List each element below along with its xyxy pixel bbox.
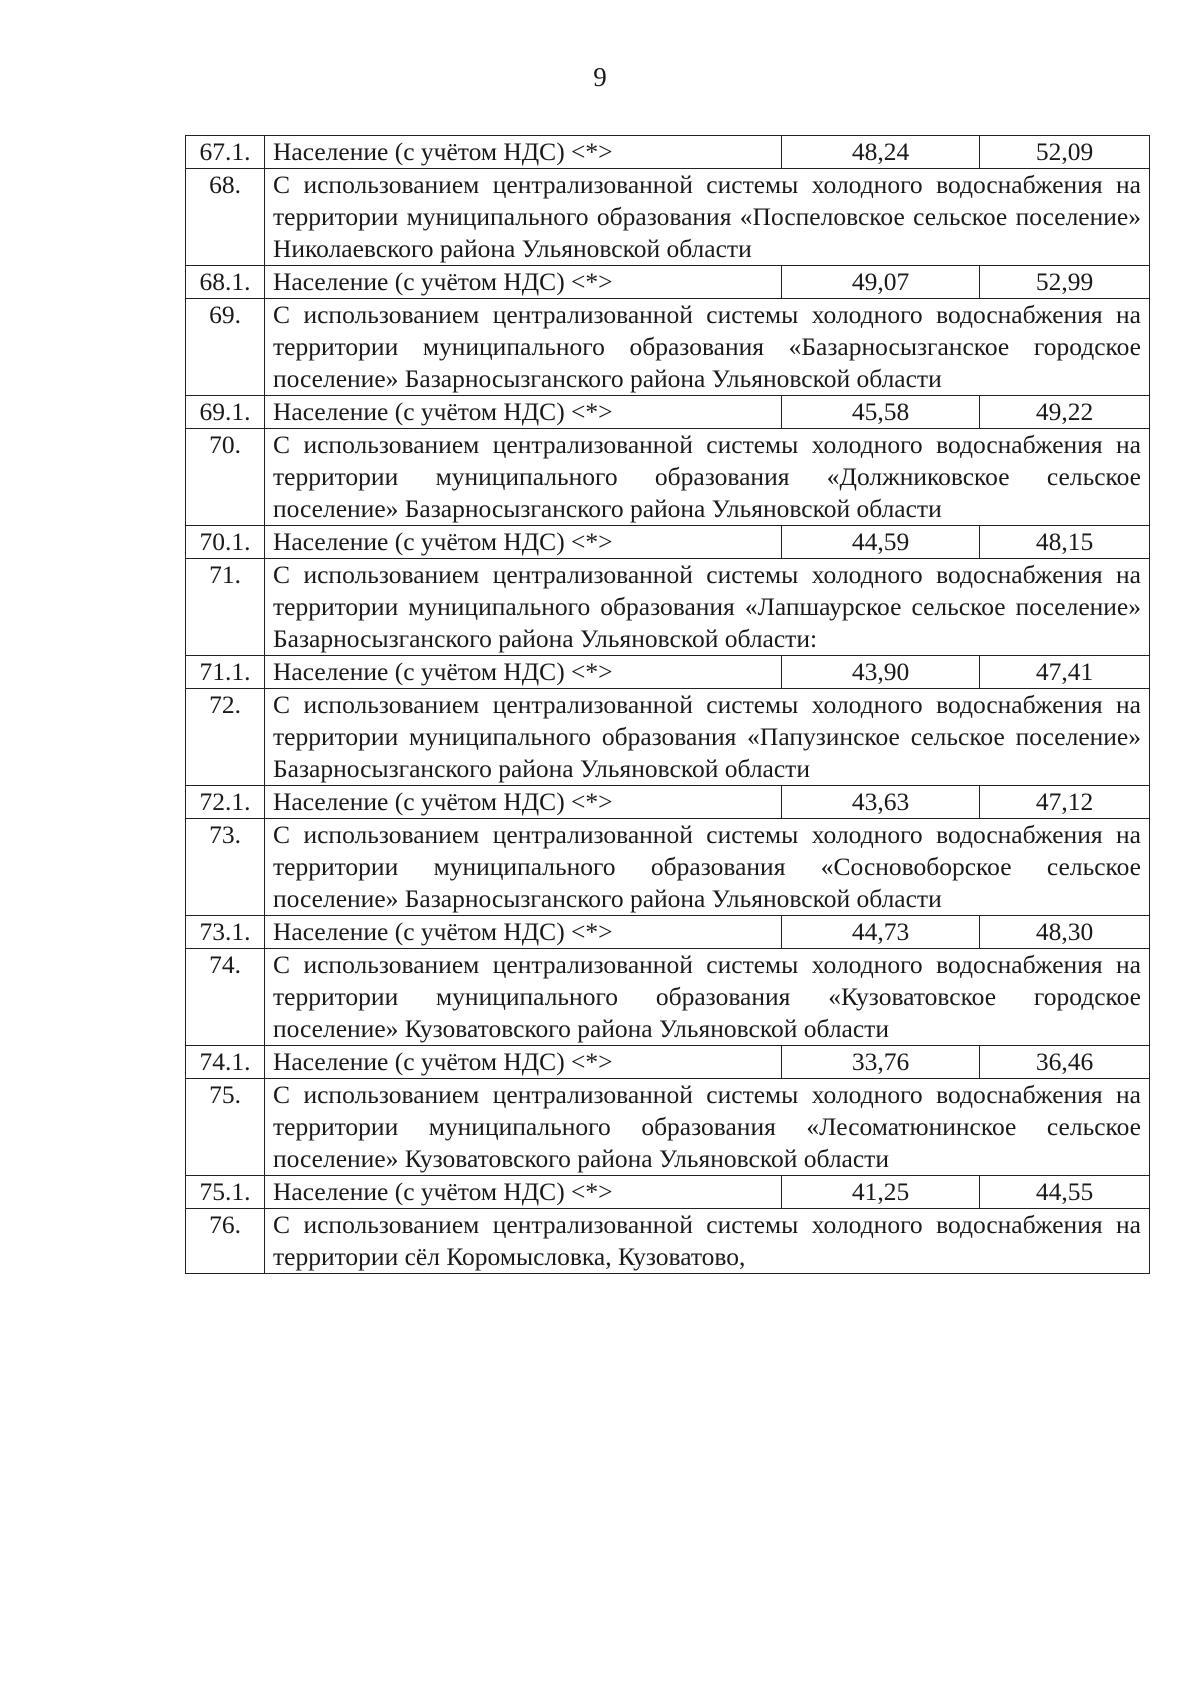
row-number: 76. — [186, 1209, 265, 1274]
consumer-label: Население (с учётом НДС) <*> — [265, 916, 782, 949]
section-description: С использованием централизованной системы холодного водоснабжения на территории муниципального образования «Базарносызганское городское поселение» Базарносызганского района Ульяновской области — [265, 299, 1150, 396]
section-row — [186, 949, 1150, 1046]
row-number: 68. — [186, 169, 265, 266]
row-number: 69. — [186, 299, 265, 396]
consumer-label: Население (с учётом НДС) <*> — [265, 526, 782, 559]
row-number: 73. — [186, 819, 265, 916]
row-number: 71. — [186, 559, 265, 656]
tariff-value-period-2: 44,55 — [980, 1176, 1150, 1209]
tariff-value-period-1: 45,58 — [782, 396, 980, 429]
section-description: С использованием централизованной системы холодного водоснабжения на территории муниципального образования «Лапшаурское сельское поселение» Базарносызганского района Ульяновской области: — [265, 559, 1150, 656]
consumer-label: Население (с учётом НДС) <*> — [265, 266, 782, 299]
tariff-row — [186, 136, 1150, 169]
section-row — [186, 429, 1150, 526]
tariff-table-body — [186, 136, 1150, 1274]
consumer-label: Население (с учётом НДС) <*> — [265, 1046, 782, 1079]
section-row — [186, 1079, 1150, 1176]
row-number: 74. — [186, 949, 265, 1046]
section-description: С использованием централизованной системы холодного водоснабжения на территории муниципального образования «Должниковское сельское поселение» Базарносызганского района Ульяновской области — [265, 429, 1150, 526]
tariff-value-period-2: 52,99 — [980, 266, 1150, 299]
row-number: 67.1. — [186, 136, 265, 169]
tariff-row — [186, 656, 1150, 689]
consumer-label: Население (с учётом НДС) <*> — [265, 786, 782, 819]
tariff-value-period-1: 33,76 — [782, 1046, 980, 1079]
tariff-value-period-2: 48,15 — [980, 526, 1150, 559]
row-number: 72. — [186, 689, 265, 786]
section-description: С использованием централизованной системы холодного водоснабжения на территории муниципального образования «Сосновоборское сельское поселение» Базарносызганского района Ульяновской области — [265, 819, 1150, 916]
tariff-value-period-2: 52,09 — [980, 136, 1150, 169]
tariff-value-period-1: 44,59 — [782, 526, 980, 559]
tariff-table — [185, 135, 1150, 1274]
section-row — [186, 299, 1150, 396]
tariff-row — [186, 396, 1150, 429]
consumer-label: Население (с учётом НДС) <*> — [265, 1176, 782, 1209]
tariff-value-period-2: 47,41 — [980, 656, 1150, 689]
tariff-value-period-1: 48,24 — [782, 136, 980, 169]
row-number: 70. — [186, 429, 265, 526]
section-row — [186, 819, 1150, 916]
tariff-value-period-2: 48,30 — [980, 916, 1150, 949]
section-row — [186, 169, 1150, 266]
row-number: 75. — [186, 1079, 265, 1176]
tariff-row — [186, 786, 1150, 819]
section-description: С использованием централизованной системы холодного водоснабжения на территории муниципального образования «Папузинское сельское поселение» Базарносызганского района Ульяновской области — [265, 689, 1150, 786]
tariff-value-period-2: 47,12 — [980, 786, 1150, 819]
row-number: 75.1. — [186, 1176, 265, 1209]
tariff-value-period-1: 44,73 — [782, 916, 980, 949]
tariff-value-period-1: 49,07 — [782, 266, 980, 299]
tariff-value-period-2: 49,22 — [980, 396, 1150, 429]
tariff-row — [186, 916, 1150, 949]
row-number: 70.1. — [186, 526, 265, 559]
consumer-label: Население (с учётом НДС) <*> — [265, 656, 782, 689]
section-description: С использованием централизованной системы холодного водоснабжения на территории муниципального образования «Лесоматюнинское сельское поселение» Кузоватовского района Ульяновской области — [265, 1079, 1150, 1176]
row-number: 68.1. — [186, 266, 265, 299]
section-description: С использованием централизованной системы холодного водоснабжения на территории муниципального образования «Кузоватовское городское поселение» Кузоватовского района Ульяновской области — [265, 949, 1150, 1046]
row-number: 74.1. — [186, 1046, 265, 1079]
tariff-row — [186, 1176, 1150, 1209]
row-number: 73.1. — [186, 916, 265, 949]
tariff-row — [186, 1046, 1150, 1079]
tariff-value-period-1: 43,90 — [782, 656, 980, 689]
tariff-row — [186, 526, 1150, 559]
tariff-value-period-1: 43,63 — [782, 786, 980, 819]
page-number: 9 — [593, 62, 607, 92]
section-row — [186, 689, 1150, 786]
section-row — [186, 1209, 1150, 1274]
consumer-label: Население (с учётом НДС) <*> — [265, 136, 782, 169]
tariff-value-period-2: 36,46 — [980, 1046, 1150, 1079]
row-number: 71.1. — [186, 656, 265, 689]
consumer-label: Население (с учётом НДС) <*> — [265, 396, 782, 429]
section-description: С использованием централизованной системы холодного водоснабжения на территории сёл Коромысловка, Кузоватово, — [265, 1209, 1150, 1274]
section-description: С использованием централизованной системы холодного водоснабжения на территории муниципального образования «Поспеловское сельское поселение» Николаевского района Ульяновской области — [265, 169, 1150, 266]
row-number: 72.1. — [186, 786, 265, 819]
section-row — [186, 559, 1150, 656]
tariff-value-period-1: 41,25 — [782, 1176, 980, 1209]
row-number: 69.1. — [186, 396, 265, 429]
tariff-row — [186, 266, 1150, 299]
